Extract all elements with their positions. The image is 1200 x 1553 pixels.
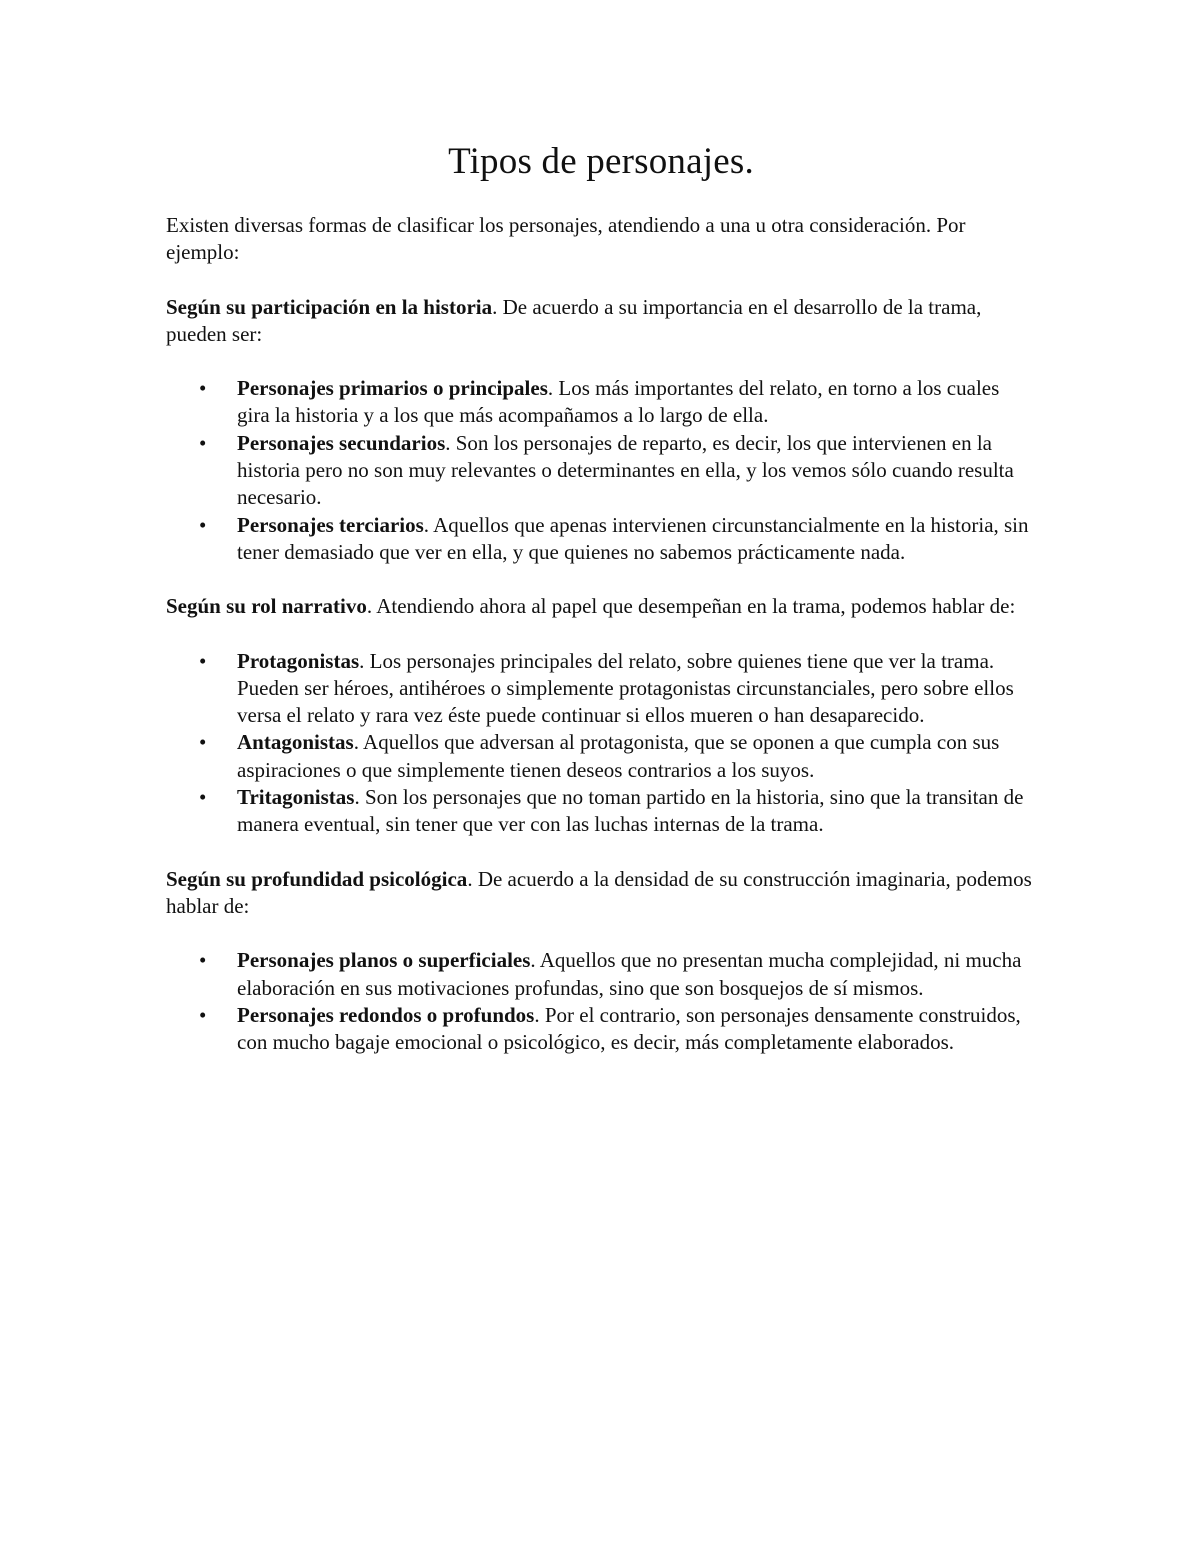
- list-item: [199, 375, 1036, 430]
- item-text: . Por el contrario, son personajes densamente construidos, con mucho bagaje emocional o psicológico, es decir, más completamente elaborados.: [237, 1002, 1021, 1055]
- bullet-icon: •: [199, 648, 207, 673]
- item-term: Personajes terciarios: [237, 512, 424, 537]
- section-description: . Atendiendo ahora al papel que desempeñan en la trama, podemos hablar de:: [366, 594, 1016, 619]
- list-item: [199, 729, 1036, 784]
- item-term: Personajes planos o superficiales: [237, 948, 531, 973]
- document-page: [166, 130, 1036, 1056]
- item-text: . Son los personajes que no toman partido en la historia, sino que la transitan de manera eventual, sin tener que ver con las luchas internas de la trama.: [237, 785, 1024, 837]
- bullet-icon: •: [199, 376, 207, 401]
- item-text: . Aquellos que no presentan mucha complejidad, ni mucha elaboración en sus motivaciones profundas, sino que son bosquejos de sí mismos.: [237, 948, 1022, 1000]
- section-heading: Según su rol narrativo: [166, 594, 367, 619]
- bullet-icon: •: [199, 785, 207, 810]
- intro-paragraph: Existen diversas formas de clasificar los personajes, atendiendo a una u otra consideración. Por ejemplo:: [166, 213, 966, 265]
- item-text: . Los personajes principales del relato, sobre quienes tiene que ver la trama. Pueden ser héroes, antihéroes o simplemente protagonistas circunstanciales, pero sobre ellos versa el relato y rara vez éste puede continuar si ellos mueren o han desaparecido.: [237, 648, 1014, 728]
- item-text: . Los más importantes del relato, en torno a los cuales gira la historia y a los que más acompañamos a lo largo de ella.: [237, 376, 1000, 428]
- list-item: [199, 947, 1036, 1002]
- section-participacion-list: [166, 375, 1036, 566]
- section-heading: Según su profundidad psicológica: [166, 866, 468, 891]
- section-heading: Según su participación en la historia: [166, 294, 493, 319]
- item-term: Personajes redondos o profundos: [237, 1002, 535, 1027]
- section-description: . De acuerdo a la densidad de su construcción imaginaria, podemos hablar de:: [166, 866, 1032, 918]
- section-profundidad-list: [166, 947, 1036, 1056]
- bullet-icon: •: [199, 948, 207, 973]
- bullet-icon: •: [199, 1002, 207, 1027]
- bullet-icon: •: [199, 730, 207, 755]
- section-profundidad-intro: [166, 866, 1036, 921]
- item-text: . Aquellos que apenas intervienen circunstancialmente en la historia, sin tener demasiado que ver en ella, y que quienes no sabemos prácticamente nada.: [237, 512, 1029, 564]
- list-item: [199, 1002, 1036, 1057]
- item-text: . Son los personajes de reparto, es decir, los que intervienen en la historia pero no son muy relevantes o determinantes en ella, y los vemos sólo cuando resulta necesario.: [237, 430, 1014, 510]
- list-item: [199, 648, 1036, 730]
- list-item: [199, 784, 1036, 839]
- bullet-icon: •: [199, 512, 207, 537]
- section-rol-intro: [166, 593, 1036, 620]
- item-term: Personajes primarios o principales: [237, 376, 548, 401]
- item-term: Protagonistas: [237, 648, 360, 673]
- item-term: Tritagonistas: [237, 785, 355, 810]
- list-item: [199, 430, 1036, 512]
- item-text: . Aquellos que adversan al protagonista, que se oponen a que cumpla con sus aspiraciones o que simplemente tienen deseos contrarios a los suyos.: [237, 730, 1000, 782]
- list-item: [199, 512, 1036, 567]
- section-description: . De acuerdo a su importancia en el desarrollo de la trama, pueden ser:: [166, 294, 982, 346]
- section-participacion-intro: [166, 294, 1036, 349]
- section-rol-list: [166, 648, 1036, 839]
- bullet-icon: •: [199, 430, 207, 455]
- item-term: Personajes secundarios: [237, 430, 446, 455]
- document-title: Tipos de personajes.: [448, 141, 754, 182]
- item-term: Antagonistas: [237, 730, 354, 755]
